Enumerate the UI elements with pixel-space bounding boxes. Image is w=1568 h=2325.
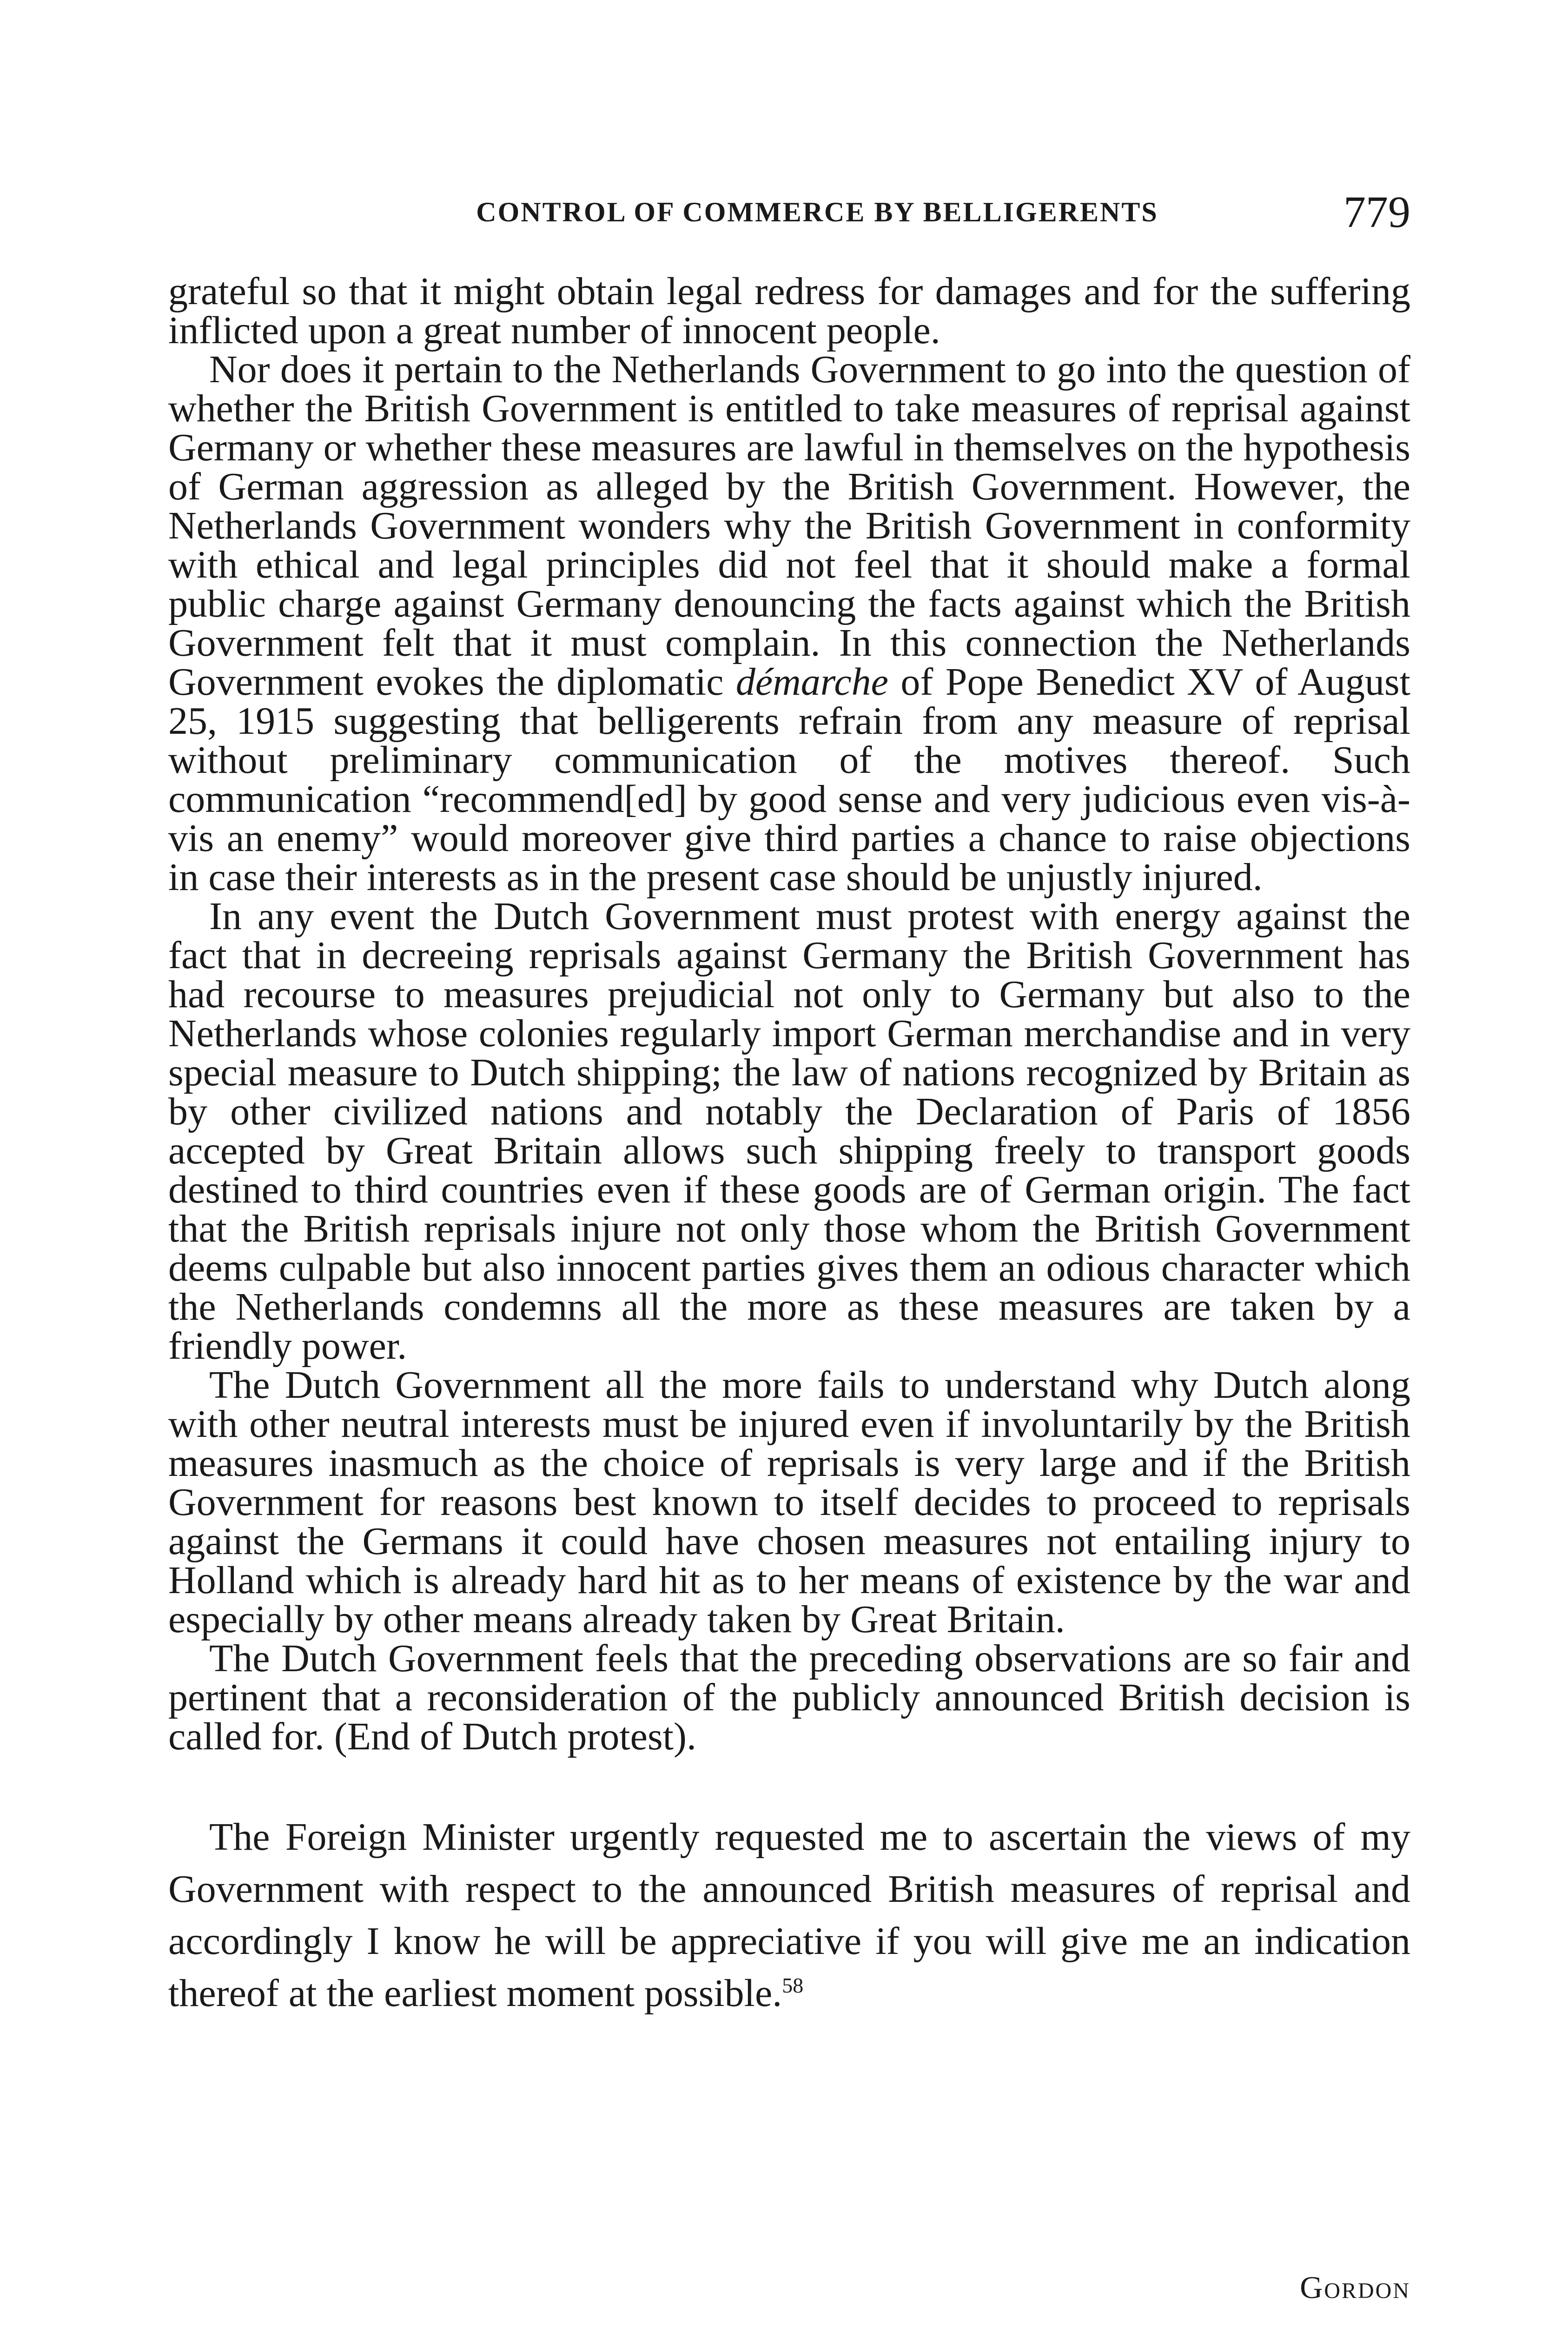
signature: Gordon <box>1300 2270 1410 2305</box>
paragraph-2-text-b: of Pope Benedict XV of August 25, 1915 suggesting that belligerents refrain from any measure of reprisal without preliminary communication of the motives thereof. Such communication “recommend[ed] by good sense and very judicious even vis-à-vis an enemy” would moreover give third parties a chance to raise objections in case their interests as in the present case should be unjustly injured. <box>168 660 1410 899</box>
paragraph-2-italic: démarche <box>735 660 888 704</box>
footnote-ref-58[interactable]: 58 <box>782 1973 804 1997</box>
paragraph-5: The Dutch Government feels that the preceding observations are so fair and pertinent that a reconsideration of the publicly announced British decision is called for. (End of Dutch protest). <box>168 1637 1410 1758</box>
page-header <box>168 186 1410 237</box>
paragraph-6 <box>168 1811 1410 2019</box>
paragraph-3: In any event the Dutch Government must protest with energy against the fact that in decreeing reprisals against Germany the British Government has had recourse to measures prejudicial not only to Germany but also to the Netherlands whose colonies regularly import German merchandise and in very special measure to Dutch shipping; the law of nations recognized by Britain as by other civilized nations and notably the Declaration of Paris of 1856 accepted by Great Britain allows such shipping freely to transport goods destined to third countries even if these goods are of German origin. The fact that the British reprisals injure not only those whom the British Government deems culpable but also innocent parties gives them an odious character which the Netherlands condemns all the more as these measures are taken by a friendly power. <box>168 895 1410 1368</box>
paragraph-4: The Dutch Government all the more fails to understand why Dutch along with other neutral interests must be injured even if involuntarily by the British measures inasmuch as the choice of reprisals is very large and if the British Government for reasons best known to itself decides to proceed to reprisals against the Germans it could have chosen measures not entailing injury to Holland which is already hard hit as to her means of existence by the war and especially by other means already taken by Great Britain. <box>168 1363 1410 1641</box>
page-number: 779 <box>1343 187 1410 237</box>
paragraph-1: grateful so that it might obtain legal redress for damages and for the suffering inflicted upon a great number of innocent people. <box>168 270 1410 352</box>
paragraph-6-text: The Foreign Minister urgently requested me to ascertain the views of my Government with respect to the announced British measures of reprisal and accordingly I know he will be appreciative if you will give me an indication thereof at the earliest moment possible. <box>168 1815 1410 2015</box>
paragraph-2 <box>168 350 1410 897</box>
running-title: CONTROL OF COMMERCE BY BELLIGERENTS <box>476 197 1158 227</box>
body-text <box>168 272 1410 2019</box>
paragraph-2-text-a: Nor does it pertain to the Netherlands Government to go into the question of whether the British Government is entitled to take measures of reprisal against Germany or whether these measures are lawful in themselves on the hypothesis of German aggression as alleged by the British Government. However, the Netherlands Government wonders why the British Government in conformity with ethical and legal principles did not feel that it should make a formal public charge against Germany denouncing the facts against which the British Government felt that it must complain. In this connection the Netherlands Government evokes the diplomatic <box>168 348 1410 704</box>
paragraph-gap <box>168 1756 1410 1811</box>
